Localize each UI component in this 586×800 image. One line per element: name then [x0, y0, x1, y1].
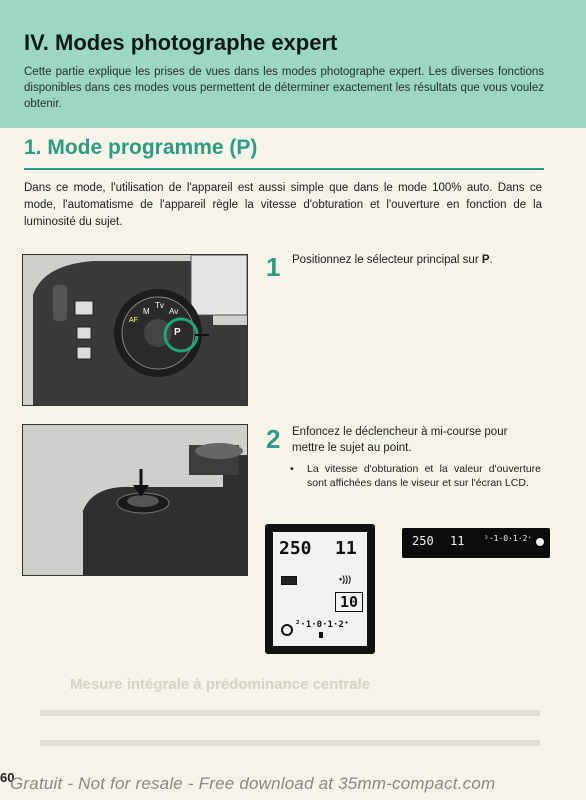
- dial-label-m: M: [143, 307, 150, 316]
- footer-watermark: Gratuit - Not for resale - Free download at 35mm-compact.com: [10, 774, 496, 793]
- vf-exposure-scale: ²·1·0·1·2⁺: [484, 534, 533, 543]
- bleedthrough-heading: Mesure intégrale à prédominance centrale: [70, 676, 371, 693]
- mode-dial-figure: [22, 254, 248, 406]
- battery-icon: [281, 576, 297, 585]
- step-2-bullet-marker: •: [290, 463, 294, 475]
- page-number: 60: [0, 770, 15, 785]
- section-paragraph: Dans ce mode, l'utilisation de l'appareil est aussi simple que dans le mode 100% auto. Dans ce mode, l'automatisme de l'appareil règle la vitesse d'obturation et l'ouverture en fonction de la luminosité du sujet.: [24, 182, 542, 228]
- viewfinder-display: [402, 528, 550, 558]
- step-2-number: 2: [266, 424, 281, 454]
- vf-aperture: 11: [450, 534, 465, 548]
- vf-focus-dot-icon: [536, 538, 544, 546]
- scale-pointer: [319, 632, 323, 638]
- dial-label-p: P: [174, 327, 181, 338]
- bleedthrough-line: [40, 740, 540, 746]
- step-2-text: Enfoncez le déclencheur à mi-course pour mettre le sujet au point.: [292, 426, 508, 454]
- lcd-aperture: 11: [335, 538, 357, 559]
- chapter-intro: Cette partie explique les prises de vues dans les modes photographe expert. Les diverses fonctions disponibles dans ces modes vous permettent de déterminer exactement les résultats que vous voulez obtenir.: [24, 66, 544, 110]
- step-1-text: Positionnez le sélecteur principal sur P.: [292, 254, 493, 266]
- section-title: 1. Mode programme (P): [24, 136, 258, 159]
- lcd-panel: [265, 524, 375, 654]
- chapter-title: IV. Modes photographe expert: [24, 30, 338, 55]
- lcd-exposure-scale: ²·1·0·1·2⁺: [295, 620, 350, 630]
- dial-label-af: AF: [129, 317, 138, 324]
- shutter-figure: [22, 424, 248, 576]
- step-1-number: 1: [266, 252, 281, 282]
- lcd-screen: [273, 532, 367, 646]
- lcd-shutter: 250: [279, 538, 312, 559]
- mode-circle-icon: [281, 624, 293, 636]
- dial-label-tv: Tv: [155, 301, 164, 310]
- beep-icon: •))): [339, 574, 352, 584]
- camera-top-illustration: [23, 255, 247, 405]
- shutter-illustration: [23, 425, 247, 575]
- step-2-bullet: La vitesse d'obturation et la valeur d'ouverture sont affichées dans le viseur et sur l'écran LCD.: [307, 463, 541, 489]
- dial-label-av: Av: [169, 307, 179, 316]
- vf-shutter: 250: [412, 534, 434, 548]
- bleedthrough-line: [40, 710, 540, 716]
- lcd-frame-counter: 10: [335, 592, 363, 612]
- section-rule: [24, 168, 544, 170]
